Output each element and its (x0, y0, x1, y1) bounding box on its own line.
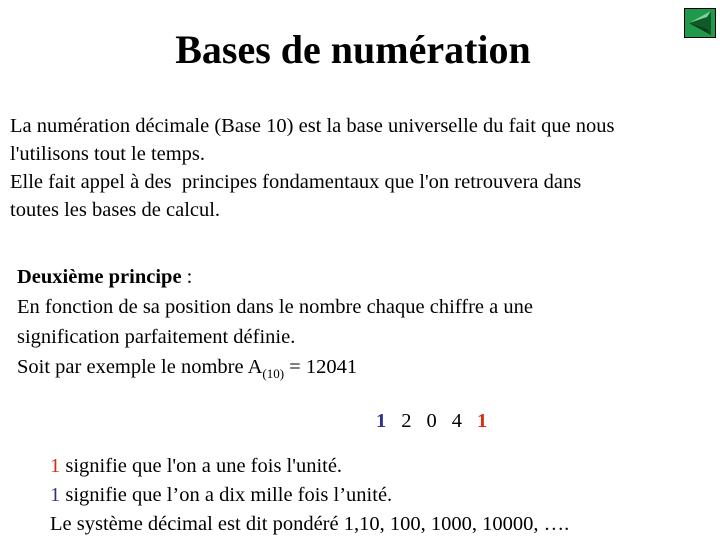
example-line-units (50, 452, 718, 481)
intro-paragraph (10, 112, 718, 224)
principle-heading-suffix: : (181, 266, 193, 288)
intro-line: La numération décimale (Base 10) est la base universelle du fait que nous (10, 115, 615, 137)
example-number-line (17, 352, 717, 382)
principle-heading-line (17, 262, 717, 292)
digit-first-ref: 1 (50, 484, 61, 506)
example-base: (10) (262, 366, 285, 381)
back-arrow-icon (685, 9, 715, 37)
digit-last-ref: 1 (50, 455, 61, 477)
example-line-ten-thousands (50, 481, 718, 510)
digit: 2 (401, 410, 412, 432)
digit-last: 1 (477, 410, 488, 432)
intro-line: toutes les bases de calcul. (10, 199, 221, 221)
digit: 0 (426, 410, 437, 432)
principle-heading: Deuxième principe (17, 266, 182, 288)
digit-breakdown (376, 407, 502, 435)
digit-first: 1 (376, 410, 387, 432)
weighted-system-line: Le système décimal est dit pondéré 1,10, 100, 1000, 10000, …. (50, 513, 570, 535)
example-text: signifie que l’on a dix mille fois l’unité. (60, 484, 393, 506)
example-text: signifie que l'on a une fois l'unité. (60, 455, 343, 477)
page-title: Bases de numération (175, 27, 531, 72)
intro-line: l'utilisons tout le temps. (10, 143, 206, 165)
principle-line: signification parfaitement définie. (17, 326, 296, 348)
back-button[interactable] (684, 8, 716, 38)
examples-block (50, 452, 718, 539)
principle-line: En fonction de sa position dans le nombre chaque chiffre a une (17, 296, 533, 318)
digit: 4 (451, 410, 462, 432)
intro-line: Elle fait appel à des principes fondamentaux que l'on retrouvera dans (10, 171, 582, 193)
principle-block (17, 262, 717, 382)
example-prefix: Soit par exemple le nombre A (17, 356, 263, 378)
example-suffix: = 12041 (284, 356, 358, 378)
